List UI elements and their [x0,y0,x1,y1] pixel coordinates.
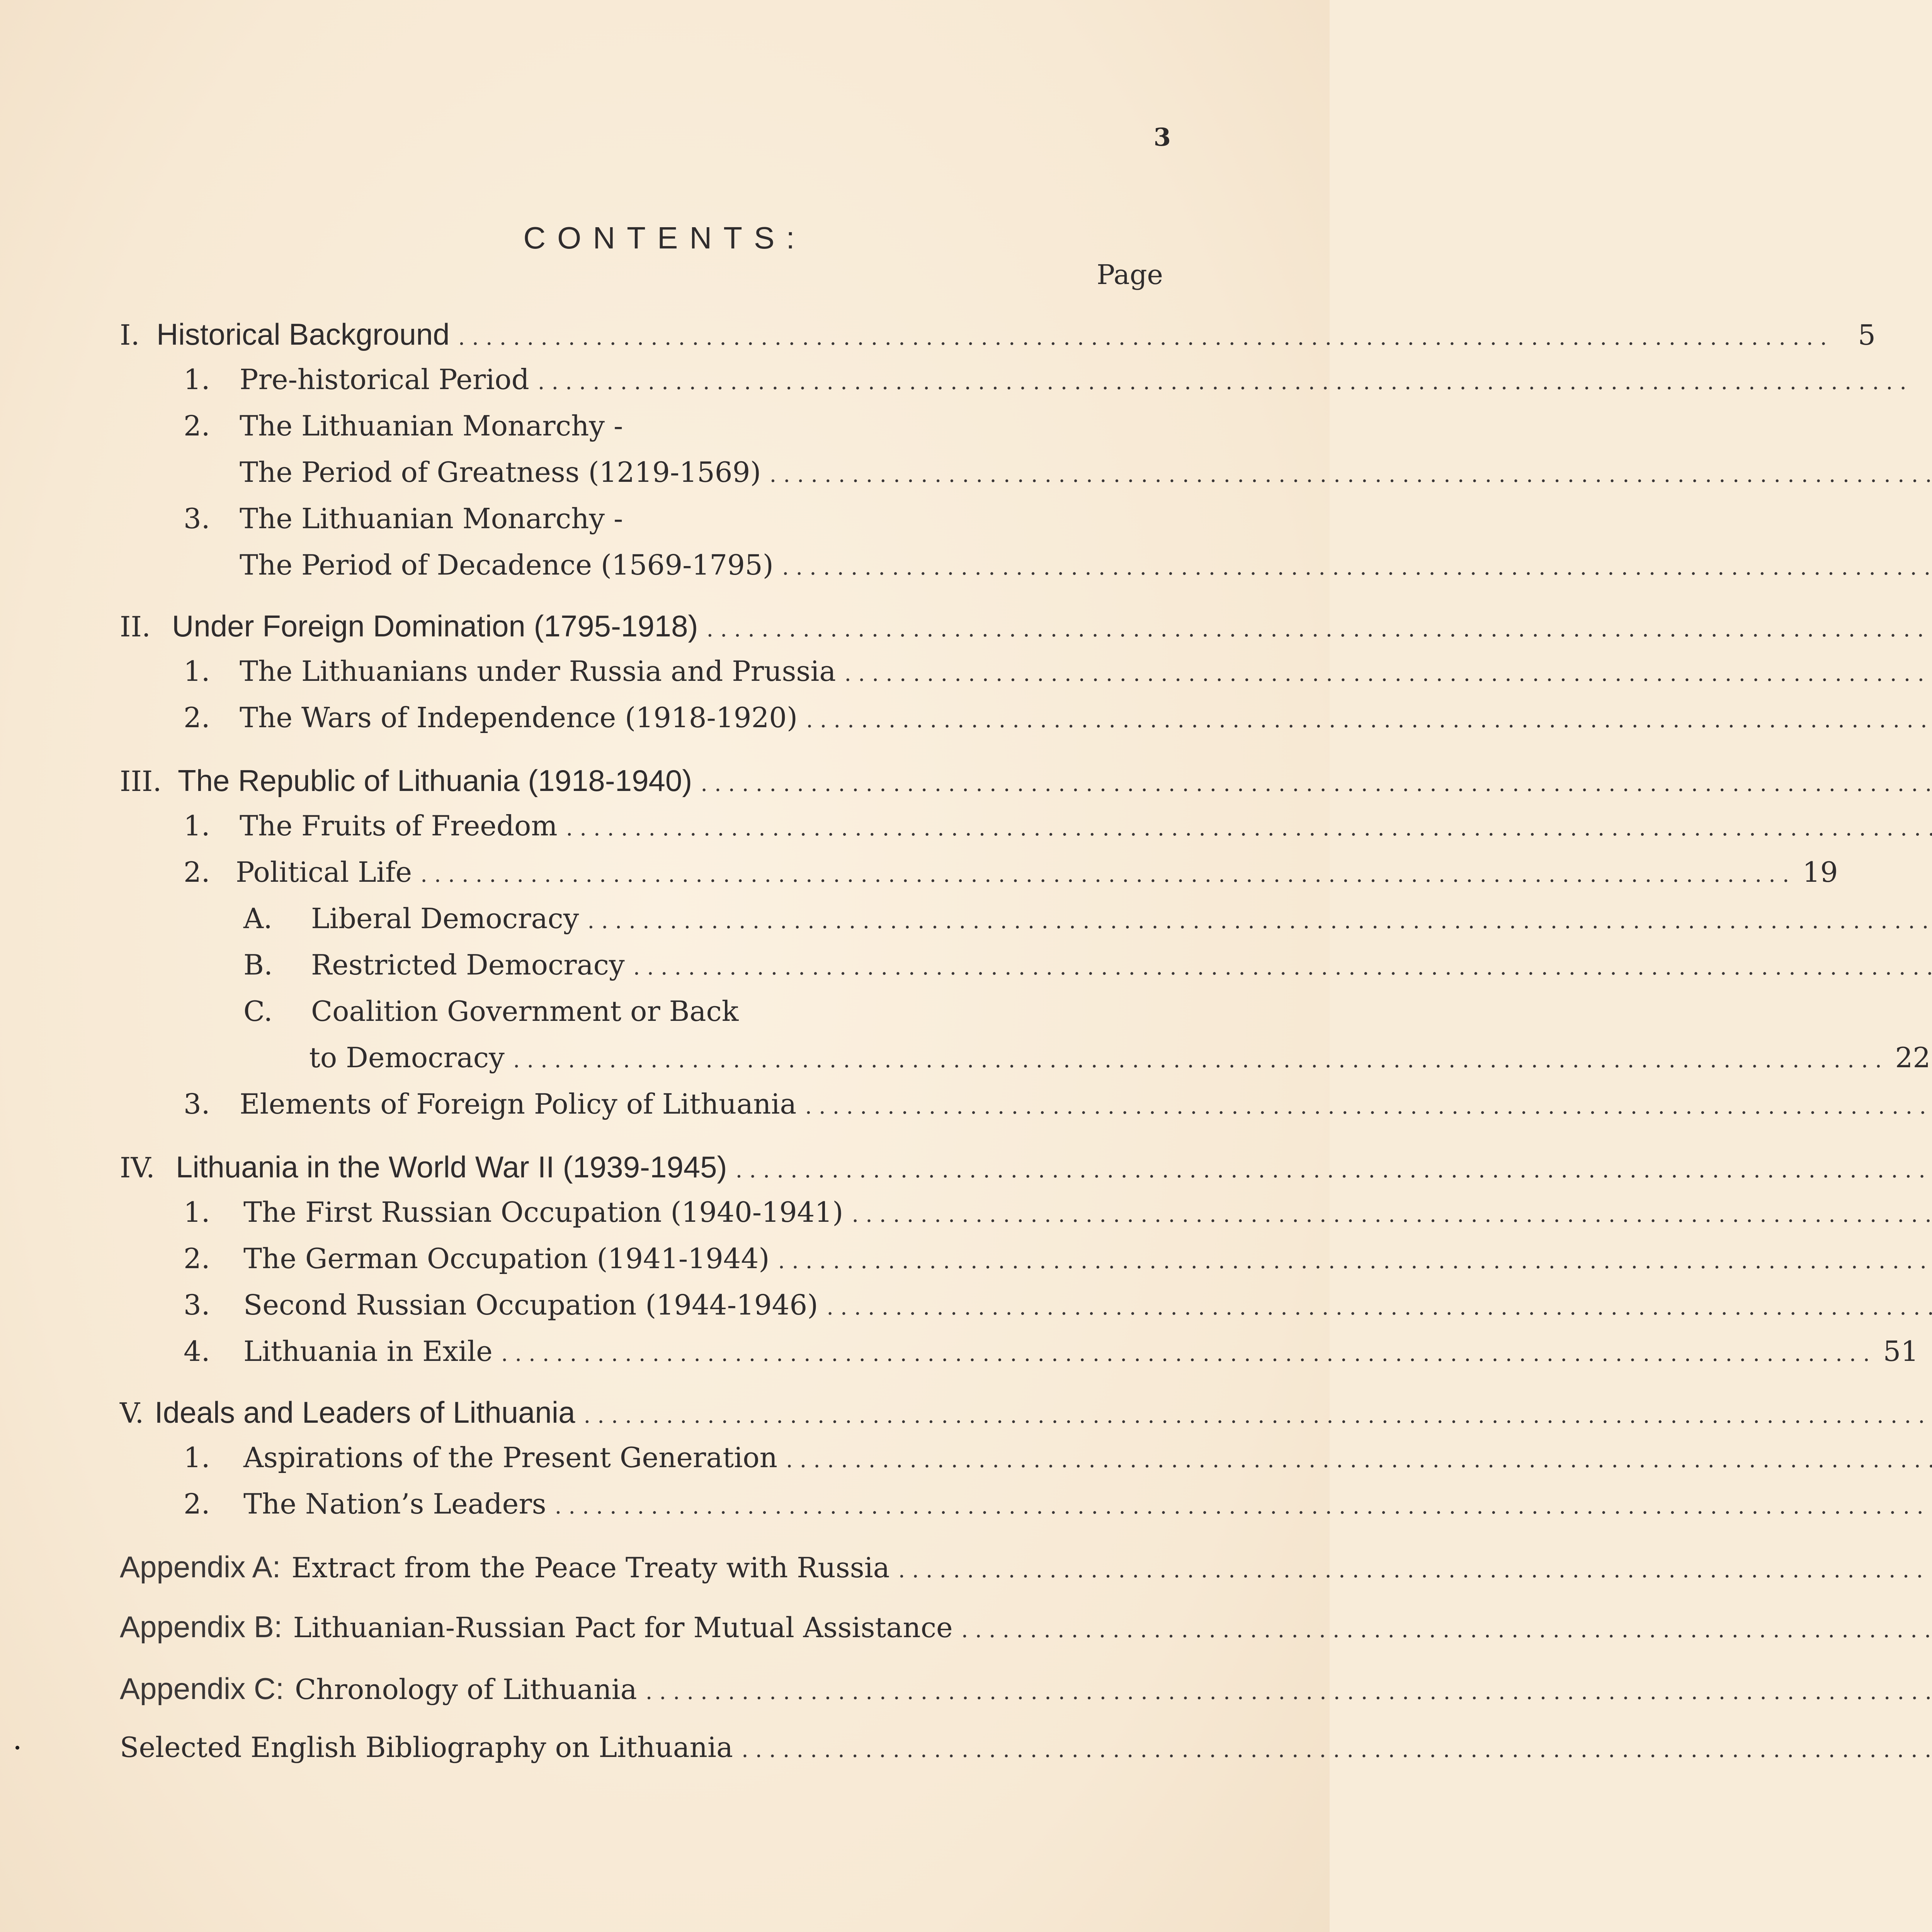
dot-leader [770,462,1932,487]
dot-leader [786,1447,1932,1473]
entry-title: The First Russian Occupation (1940-1941) [243,1196,844,1228]
entry-title: The Lithuanian Monarchy - [240,502,623,535]
entry-number: 1. [184,655,210,687]
toc-subentry[interactable] [243,949,1163,991]
entry-title: Second Russian Occupation (1944-1946) [243,1289,818,1321]
chapter-number: I. [120,319,140,351]
dot-leader [827,1295,1932,1320]
entry-number: 2. [184,1242,210,1275]
subentry-title: Coalition Government or Back [311,995,739,1027]
toc-chapter-1[interactable] [120,317,1876,359]
dot-leader [735,1158,1932,1183]
dot-leader [806,707,1932,733]
dot-leader [584,1403,1932,1428]
toc-chapter-4[interactable] [120,1150,1163,1192]
subentry-letter: B. [243,949,273,981]
dot-leader [701,771,1932,796]
toc-appendix-c[interactable] [120,1671,1163,1714]
subentry-letter: C. [243,995,273,1027]
page-ref: 5 [1858,319,1876,351]
dot-leader [898,1558,1932,1583]
entry-title: The Wars of Independence (1918-1920) [240,701,798,734]
entry-number: 2. [184,1488,210,1520]
dot-leader [852,1202,1932,1227]
entry-number: 1. [184,363,210,396]
entry-number: 3. [184,1088,210,1120]
chapter-title: Lithuania in the World War II (1939-1945) [176,1150,727,1184]
entry-number: 2. [184,410,210,442]
chapter-number: II. [120,611,151,643]
entry-title: Elements of Foreign Policy of Lithuania [240,1088,797,1120]
appendix-title: Extract from the Peace Treaty with Russia [291,1551,890,1584]
chapter-title: The Republic of Lithuania (1918-1940) [178,764,692,798]
chapter-number: IV. [120,1151,155,1184]
dot-leader [706,617,1932,642]
dot-leader [646,1679,1932,1704]
bibliography-title: Selected English Bibliography on Lithuania [120,1731,733,1764]
page-ref: 19 [1802,856,1838,888]
entry-number: 3. [184,502,210,535]
toc-entry[interactable] [184,1488,1163,1530]
toc-subentry-continuation[interactable] [309,1041,1931,1084]
subentry-title: Liberal Democracy [311,902,579,935]
appendix-label: Appendix B: [120,1610,282,1644]
toc-entry[interactable] [184,363,1163,406]
subentry-title: Restricted Democracy [311,949,625,981]
entry-number: 3. [184,1289,210,1321]
toc-appendix-b[interactable] [120,1609,1163,1652]
dot-leader [566,816,1932,841]
toc-entry-continuation[interactable] [240,549,1163,591]
dot-leader [961,1617,1932,1643]
toc-entry[interactable] [184,1242,1163,1285]
dot-leader [778,1248,1932,1274]
page-number: 3 [1153,123,1171,152]
dot-leader [513,1048,1882,1073]
entry-number: 2. [184,701,210,734]
toc-subentry[interactable] [243,995,1163,1037]
toc-chapter-3[interactable] [120,763,1163,806]
toc-entry[interactable] [184,701,1163,744]
dot-leader [844,661,1932,686]
entry-title: Political Life [236,856,412,888]
chapter-number: III. [120,765,162,798]
dot-leader [420,862,1789,887]
entry-title: The Fruits of Freedom [240,810,558,842]
chapter-title: Ideals and Leaders of Lithuania [155,1395,575,1429]
dot-leader [458,325,1827,350]
appendix-title: Chronology of Lithuania [294,1673,637,1706]
toc-appendix-a[interactable] [120,1549,1163,1592]
page-ref: 51 [1883,1335,1919,1367]
toc-entry[interactable] [184,856,1838,898]
chapter-title: Under Foreign Domination (1795-1918) [172,609,698,643]
toc-entry[interactable] [184,410,1163,452]
dot-leader [555,1494,1923,1519]
dot-leader [538,369,1906,395]
entry-title: Aspirations of the Present Generation [243,1441,777,1474]
dot-leader [587,908,1932,934]
toc-entry[interactable] [184,1335,1919,1378]
entry-number: 4. [184,1335,210,1367]
chapter-title: Historical Background [156,317,450,351]
toc-chapter-5[interactable] [120,1395,1163,1437]
appendix-label: Appendix A: [120,1550,281,1584]
chapter-number: V. [120,1397,144,1429]
appendix-label: Appendix C: [120,1672,284,1706]
toc-entry[interactable] [184,1196,1163,1238]
entry-title: Pre-historical Period [240,363,529,396]
contents-heading: CONTENTS: [523,221,806,255]
subentry-title-continued: to Democracy [309,1041,505,1074]
toc-entry[interactable] [184,502,1163,545]
dot-leader [782,555,1932,580]
toc-entry[interactable] [184,655,1163,697]
toc-entry[interactable] [184,1441,1163,1484]
page-column-label: Page [1097,259,1163,291]
subentry-letter: A. [243,902,272,935]
entry-number: 2. [184,856,210,888]
page-ref: 22 [1895,1041,1931,1074]
dot-leader [633,955,1932,980]
entry-title: The Lithuanian Monarchy - [240,410,623,442]
entry-number: 1. [184,810,210,842]
toc-chapter-2[interactable] [120,609,1163,651]
paper-speck [15,1746,19,1750]
toc-entry[interactable] [184,1088,1163,1130]
toc-bibliography[interactable] [120,1731,1163,1774]
entry-title: The German Occupation (1941-1944) [243,1242,770,1275]
toc-entry[interactable] [184,810,1163,852]
page-ref [1913,363,1932,396]
entry-title-continued: The Period of Decadence (1569-1795) [240,549,774,581]
entry-title: Lithuania in Exile [243,1335,493,1367]
entry-number: 1. [184,1441,210,1474]
dot-leader [742,1737,1932,1762]
entry-number: 1. [184,1196,210,1228]
entry-title: The Lithuanians under Russia and Prussia [240,655,836,687]
entry-title-continued: The Period of Greatness (1219-1569) [240,456,761,488]
entry-title: The Nation’s Leaders [243,1488,546,1520]
page-ref [1930,1488,1932,1520]
dot-leader [805,1094,1932,1119]
appendix-title: Lithuanian-Russian Pact for Mutual Assistance [293,1611,953,1644]
toc-entry-continuation[interactable] [240,456,1163,498]
toc-entry[interactable] [184,1289,1163,1331]
dot-leader [501,1341,1870,1366]
toc-subentry[interactable] [243,902,1163,945]
